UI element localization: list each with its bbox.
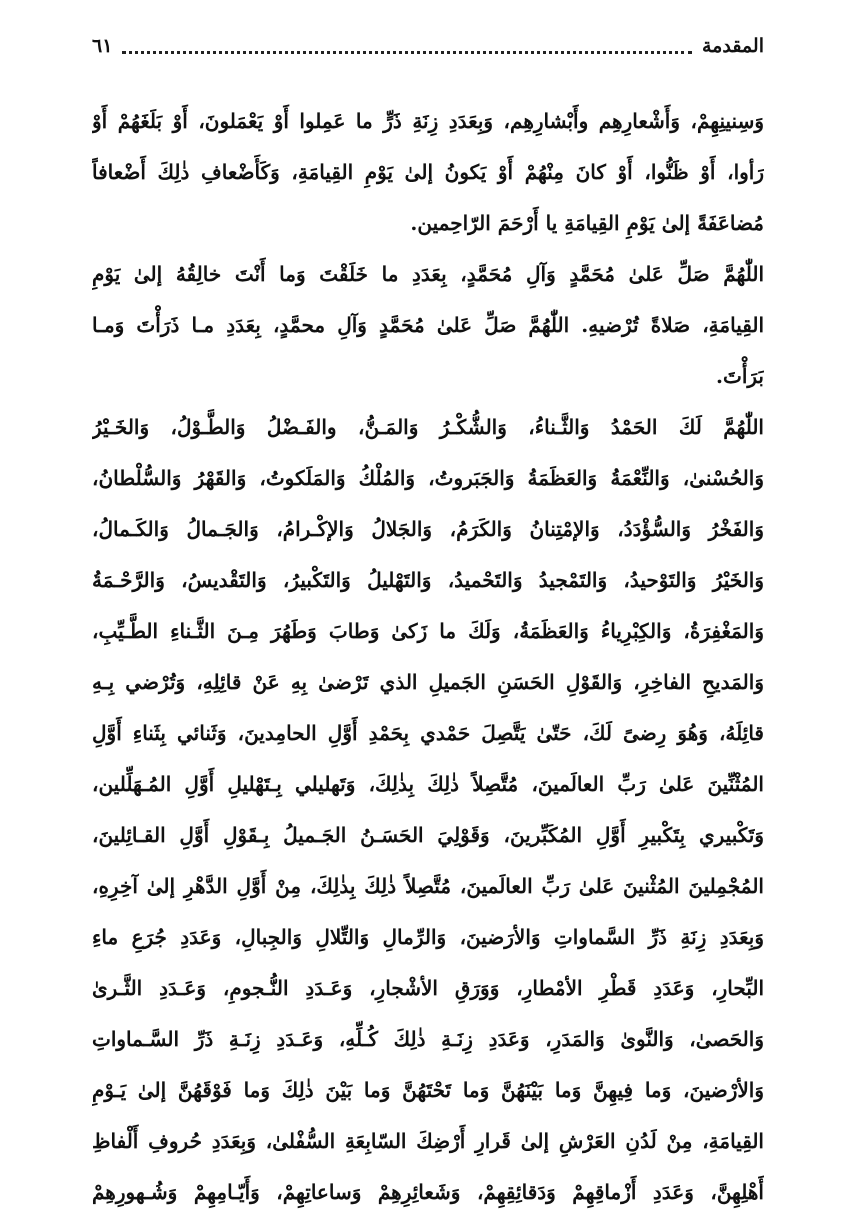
text-line: وَتَكْبيري بِتَكْبيرِ أَوَّلِ المُكَبِّرينَ، وَقَوْلِيَ الحَسَـنُ الجَـميلُ بِـقَوْلِ أَوَّلِ القـائِلينَ، [92, 823, 764, 847]
text-line: المُجْمِلينَ المُثْنينَ عَلىٰ رَبِّ العالَمينَ، مُتَّصِلاً ذٰلِكَ بِذٰلِكَ، مِنْ أَوَّلِ الدَّهْرِ إلىٰ آخِرِهِ، [92, 874, 764, 898]
text-line: القِيامَةِ، مِنْ لَدُنِ العَرْشِ إلىٰ قَرارِ أَرْضِكَ السّابِعَةِ السُّفْلىٰ، وَبِعَدَدِ حُروفِ أَلْفاظِ [92, 1129, 764, 1153]
text-line: القِيامَةِ، صَلاةً تُرْضيهِ. اللّٰهُمَّ صَلِّ عَلىٰ مُحَمَّدٍ وَآلِ محمَّدٍ، بِعَدَدِ مـا ذَرَأْتَ وَمـا [92, 313, 764, 337]
chapter-title: المقدمة [701, 35, 764, 57]
body-text [92, 96, 764, 1218]
text-line: اللّٰهُمَّ لَكَ الحَمْدُ وَالثَّـناءُ، وَالشُّكْـرُ وَالمَـنُّ، والفَـضْلُ وَالطَّـوْلُ، وَالخَـيْرُ [92, 415, 764, 439]
text-line: وَالحَصىٰ، وَالنَّوىٰ وَالمَدَرِ، وَعَدَدِ زِنَـةِ ذٰلِكَ كُـلِّهِ، وَعَـدَدِ زِنَـةِ ذَرِّ السَّـماواتِ [92, 1027, 764, 1051]
text-line: وَسِنينِهِمْ، وَأَشْعارِهِم وأَبْشارِهِم، وَبِعَدَدِ زِنَةِ ذَرٍّ ما عَمِلوا أَوْ يَعْمَلونَ، أَوْ بَلَغَهُمْ أَوْ [92, 109, 764, 133]
text-line: اللّٰهُمَّ صَلِّ عَلىٰ مُحَمَّدٍ وَآلِ مُحَمَّدٍ، بِعَدَدِ ما خَلَقْتَ وَما أَنْتَ خالِقُهُ إلىٰ يَوْمِ [92, 262, 764, 286]
text-line: وَالمَديحِ الفاخِرِ، وَالقَوْلِ الحَسَنِ الجَميلِ الذي تَرْضىٰ بِهِ عَنْ قائِلِهِ، وَتُرْضي بِـهِ [92, 670, 764, 694]
text-line: وَالحُسْنىٰ، وَالنِّعْمَةُ وَالعَظَمَةُ وَالجَبَروتُ، وَالمُلْكُ وَالمَلَكوتُ، وَالقَهْرُ وَالسُّلْطانُ، [92, 466, 764, 490]
text-line: بَرَأْتَ. [716, 364, 764, 388]
text-line: وَبِعَدَدِ زِنَةِ ذَرِّ السَّماواتِ وَالأرَضينَ، وَالرِّمالِ وَالتِّلالِ وَالجِبالِ، وَعَدَدِ جُرَعِ ماءِ [92, 925, 764, 949]
text-line: وَالفَخْرُ وَالسُّؤْدَدُ، وَالإمْتِنانُ وَالكَرَمُ، وَالجَلالُ وَالإكْـرامُ، وَالجَـمالُ وَالكَـمالُ، [92, 517, 764, 541]
text-line: رَأوا، أَوْ ظَنُّوا، أَوْ كانَ مِنْهُمْ أَوْ يَكونُ إلىٰ يَوْمِ القِيامَةِ، وَكَأَضْعافِ ذٰلِكَ أَضْعافاً [92, 160, 764, 184]
page-number: ٦١ [92, 35, 113, 57]
text-line: البِّحارِ، وَعَدَدِ قَطْرِ الأمْطارِ، وَوَرَقِ الأشْجارِ، وَعَـدَدِ النُّـجومِ، وَعَـدَدِ الثَّـرىٰ [92, 976, 764, 1000]
dotted-leader [122, 51, 692, 54]
text-line: وَالأرْضينَ، وَما فِيهِنَّ وَما بَيْنَهُنَّ وَما تَحْتَهُنَّ وَما بَيْنَ ذٰلِكَ وَما فَوْقَهُنَّ إلىٰ يَـوْمِ [92, 1078, 764, 1102]
running-header [92, 28, 764, 64]
text-line: قائِلَهُ، وَهُوَ رِضىً لَكَ، حَتّىٰ يَتَّصِلَ حَمْدي بِحَمْدِ أَوَّلِ الحامِدينَ، وَثَنائي بِثَناءِ أَوَّلِ [92, 721, 764, 745]
text-line: وَالخَيْرُ وَالتَوْحيدُ، وَالتَمْجيدُ وَالتَحْميدُ، وَالتَهْليلُ وَالتَكْبيرُ، وَالتَقْديسُ، وَالرَّحْـمَةُ [92, 568, 764, 592]
text-line: المُثْنِّينَ عَلىٰ رَبِّ العالَمينَ، مُتَّصِلاً ذٰلِكَ بِذٰلِكَ، وَتَهليلي بِـتَهْليلِ أَوَّلِ المُـهَلِّلين، [92, 772, 764, 796]
text-line: مُضاعَفَةً إلىٰ يَوْمِ القِيامَةِ يا أَرْحَمَ الرّاحِمين. [410, 211, 764, 235]
text-line: أَهْلِهِنَّ، وَعَدَدِ أَزْماقِهِمْ وَدَقائِقِهِمْ، وَشَعائِرِهِمْ وَساعاتِهِمْ، وَأَيّـامِهِمْ وَشُـهورِهِمْ [92, 1180, 764, 1204]
text-line: وَالمَغْفِرَةُ، وَالكِبْرِياءُ وَالعَظَمَةُ، وَلَكَ ما زَكىٰ وَطابَ وَطَهُرَ مِـنَ الثَّـناءِ الطَّـيِّبِ، [92, 619, 764, 643]
